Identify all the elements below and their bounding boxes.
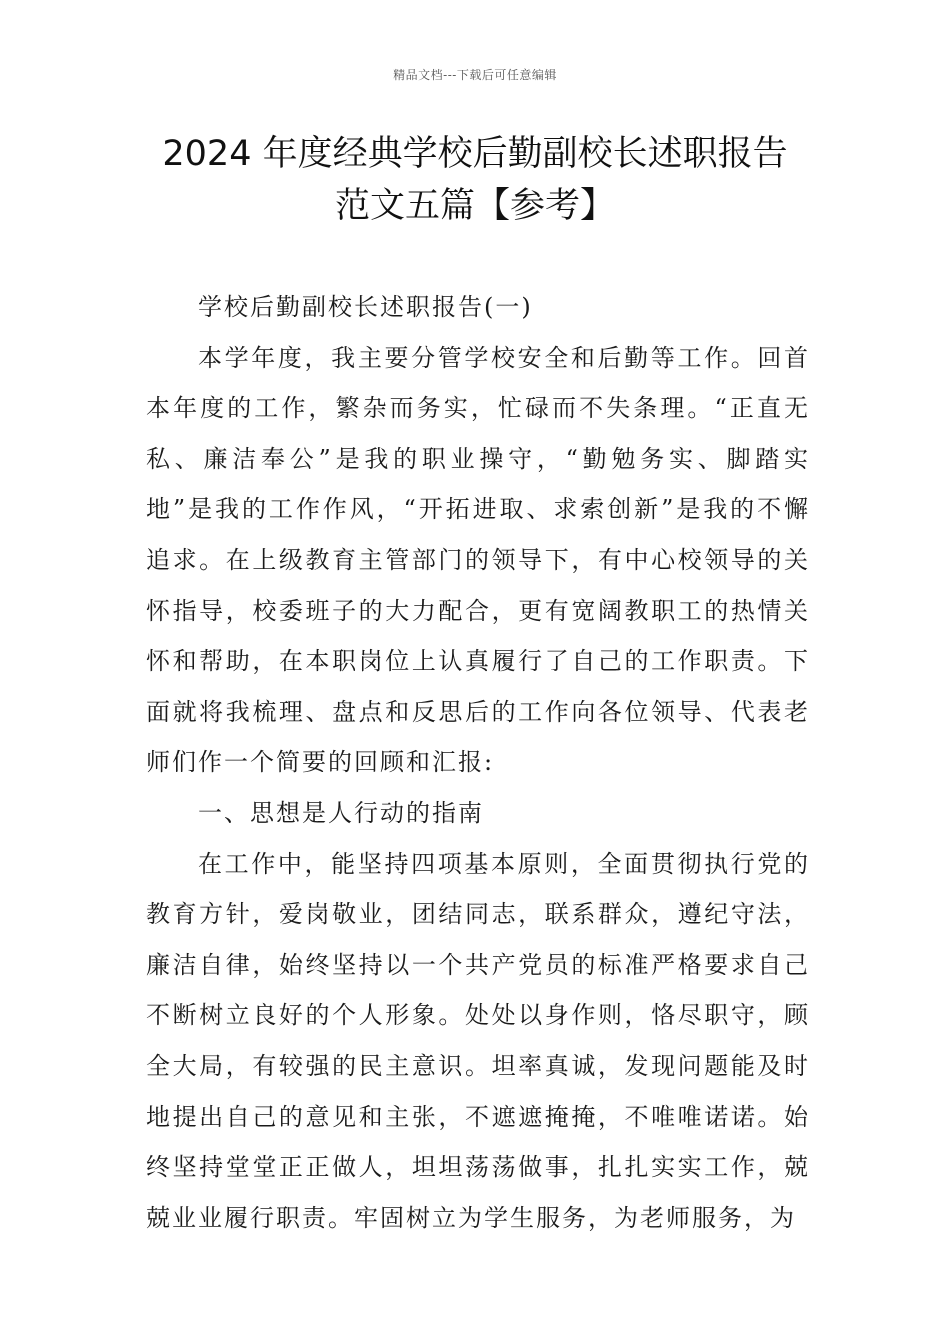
subsection-heading: 一、思想是人行动的指南	[198, 798, 484, 827]
paragraph: 在工作中，能坚持四项基本原则，全面贯彻执行党的教育方针，爱岗敬业，团结同志，联系群众，遵纪守法，廉洁自律，始终坚持以一个共产党员的标准严格要求自己不断树立良好的个人形象。处处以身作则，恪尽职守，顾全大局，有较强的民主意识。坦率真诚，发现问题能及时地提出自己的意见和主张，不遮遮掩掩，不唯唯诺诺。始终坚持堂堂正正做人，坦坦荡荡做事，扎扎实实工作，兢兢业业履行职责。牢固树立为学生服务，为老师服务，为	[146, 849, 810, 1232]
paragraph: 本学年度，我主要分管学校安全和后勤等工作。回首本年度的工作，繁杂而务实，忙碌而不失条理。“正直无私、廉洁奉公”是我的职业操守，“勤勉务实、脚踏实地”是我的工作作风，“开拓进取、求索创新”是我的不懈追求。在上级教育主管部门的领导下，有中心校领导的关怀指导，校委班子的大力配合，更有宽阔教职工的热情关怀和帮助，在本职岗位上认真履行了自己的工作职责。下面就将我梳理、盘点和反思后的工作向各位领导、代表老师们作一个简要的回顾和汇报:	[146, 343, 810, 777]
section-heading: 学校后勤副校长述职报告(一)	[198, 293, 533, 321]
title-line-2: 范文五篇【参考】	[334, 186, 615, 226]
document-body	[146, 282, 810, 1243]
document-title	[0, 128, 950, 232]
header-note: 精品文档---下载后可任意编辑	[393, 68, 557, 82]
title-line-1: 2024 年度经典学校后勤副校长述职报告	[162, 134, 788, 174]
